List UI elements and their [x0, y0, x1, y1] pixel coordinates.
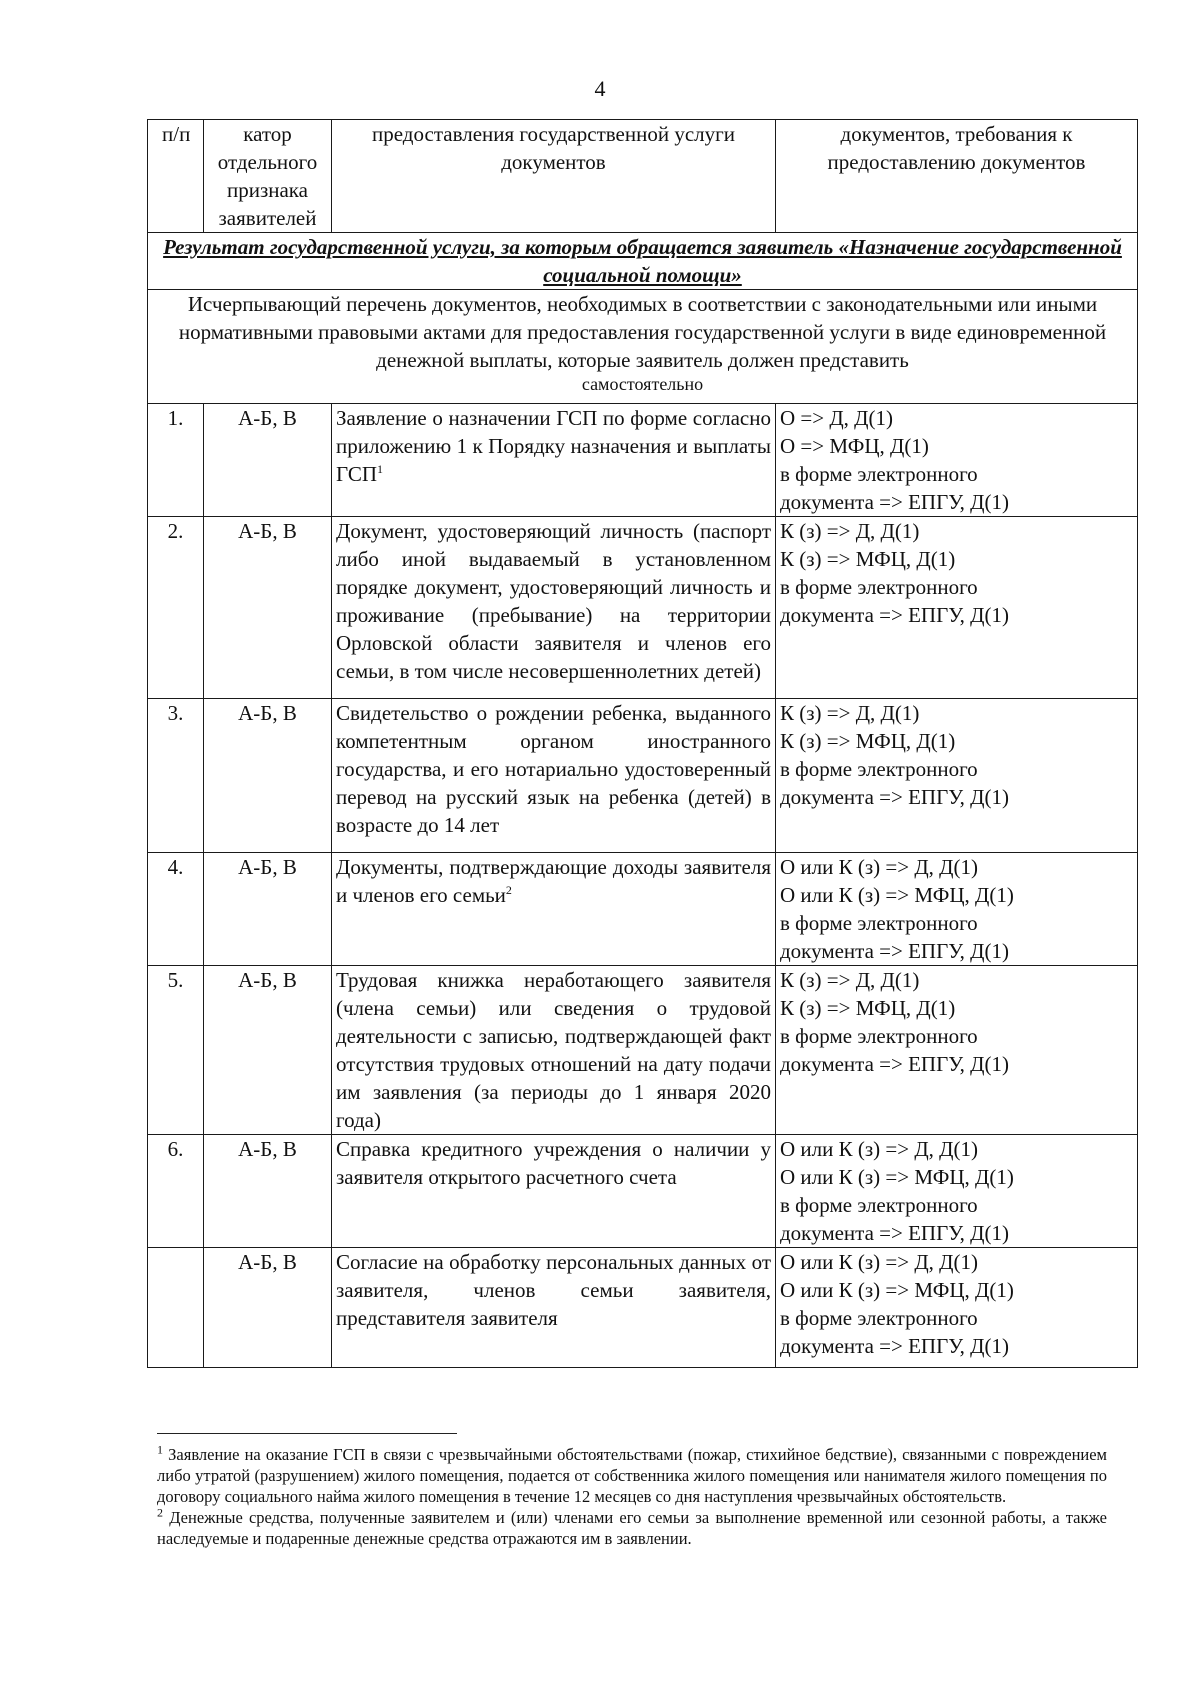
subsection-tail: самостоятельно [581, 374, 704, 394]
submission-line: документа => ЕПГУ, Д(1) [780, 939, 1009, 963]
row-document-text: Трудовая книжка неработающего заявителя (члена семьи) или сведения о трудовой деятельности с записью, подтверждающей факт отсутствия трудовых отношений на дату подачи им заявления (за периоды до 1 января 2020 года) [336, 968, 771, 1132]
table-row [148, 853, 1138, 966]
table-row [148, 404, 1138, 517]
subsection-text: Исчерпывающий перечень документов, необходимых в соответствии с законодательными или иными нормативными правовыми актами для предоставления государственной услуги в виде единовременной денежной выплаты, которые заявитель должен представить самостоятельно [148, 290, 1138, 404]
table-row [148, 1248, 1138, 1368]
submission-line: в форме электронного [780, 1193, 978, 1217]
row-applicant-category: А-Б, В [204, 699, 332, 853]
header-documents: предоставления государственной услуги документов [332, 120, 776, 233]
submission-line: в форме электронного [780, 757, 978, 781]
row-number: 2. [148, 517, 204, 699]
row-document [332, 1135, 776, 1248]
submission-line: документа => ЕПГУ, Д(1) [780, 1221, 1009, 1245]
table-row [148, 699, 1138, 853]
page-number: 4 [594, 76, 606, 101]
row-applicant-category: А-Б, В [204, 853, 332, 966]
submission-line: К (з) => Д, Д(1) [780, 701, 920, 725]
row-document [332, 404, 776, 517]
submission-line: К (з) => Д, Д(1) [780, 519, 920, 543]
row-submission-method [776, 966, 1138, 1135]
submission-line: в форме электронного [780, 462, 978, 486]
row-document-text: Заявление о назначении ГСП по форме согласно приложению 1 к Порядку назначения и выплаты ГСП [336, 406, 771, 486]
documents-table [147, 119, 1138, 1368]
row-document [332, 1248, 776, 1368]
footnotes [157, 1433, 1107, 1549]
submission-line: О => Д, Д(1) [780, 406, 893, 430]
table-header-row [148, 120, 1138, 233]
footnote-1: $^1$ Заявление на оказание ГСП в связи с чрезвычайными обстоятельствами (пожар, стихийное бедствие), связанными с повреждением либо утратой (разрушением) жилого помещения, подается от собственника жилого помещения или нанимателя жилого помещения по договору социального найма жилого помещения в течение 12 месяцев со дня наступления чрезвычайных обстоятельств. [157, 1442, 1108, 1506]
row-document-text: Справка кредитного учреждения о наличии у заявителя открытого расчетного счета [336, 1137, 771, 1189]
submission-line: документа => ЕПГУ, Д(1) [780, 603, 1009, 627]
row-submission-method [776, 404, 1138, 517]
submission-line: документа => ЕПГУ, Д(1) [780, 785, 1009, 809]
row-submission-method [776, 517, 1138, 699]
footnote-2: $^2$ Денежные средства, полученные заявителем и (или) членами его семьи за выполнение временной или сезонной работы, а также наследуемые и подаренные денежные средства отражаются им в заявлении. [157, 1505, 1107, 1548]
table-row [148, 517, 1138, 699]
row-document [332, 517, 776, 699]
submission-line: О или К (з) => Д, Д(1) [780, 1250, 978, 1274]
row-number: 5. [148, 966, 204, 1135]
row-submission-method [776, 1135, 1138, 1248]
table-row [148, 1135, 1138, 1248]
header-number: п/п [148, 120, 204, 233]
row-document-text: Документ, удостоверяющий личность (паспорт либо иной выдаваемый в установленном порядке документ, удостоверяющий личность и проживание (пребывание) на территории Орловской области заявителя и членов его семьи, в том числе несовершеннолетних детей) [336, 519, 771, 683]
subsection-row [148, 290, 1138, 404]
header-applicant-category: катор отдельного признака заявителей [204, 120, 332, 233]
submission-line: О или К (з) => МФЦ, Д(1) [780, 1278, 1014, 1302]
footnote-reference: 2 [505, 883, 512, 897]
row-number [148, 1248, 204, 1368]
row-submission-method [776, 699, 1138, 853]
row-document [332, 853, 776, 966]
submission-line: документа => ЕПГУ, Д(1) [780, 490, 1009, 514]
submission-line: документа => ЕПГУ, Д(1) [780, 1052, 1009, 1076]
row-number: 4. [148, 853, 204, 966]
row-number: 6. [148, 1135, 204, 1248]
section-title: Результат государственной услуги, за которым обращается заявитель «Назначение государственной социальной помощи» [148, 233, 1138, 290]
row-number: 3. [148, 699, 204, 853]
submission-line: документа => ЕПГУ, Д(1) [780, 1334, 1009, 1358]
footnote-text: Заявление на оказание ГСП в связи с чрезвычайными обстоятельствами (пожар, стихийное бедствие), связанными с повреждением либо утратой (разрушением) жилого помещения, подается от собственника жилого помещения или нанимателя жилого помещения по договору социального найма жилого помещения в течение 12 месяцев со дня наступления чрезвычайных обстоятельств. [157, 1445, 1108, 1506]
submission-line: К (з) => Д, Д(1) [780, 968, 920, 992]
row-document [332, 966, 776, 1135]
footnote-divider [157, 1433, 457, 1434]
submission-line: в форме электронного [780, 575, 978, 599]
submission-line: К (з) => МФЦ, Д(1) [780, 729, 956, 753]
submission-line: К (з) => МФЦ, Д(1) [780, 547, 956, 571]
table-row [148, 966, 1138, 1135]
row-applicant-category: А-Б, В [204, 517, 332, 699]
footnote-reference: 1 [377, 462, 384, 476]
row-submission-method [776, 853, 1138, 966]
row-applicant-category: А-Б, В [204, 1248, 332, 1368]
row-applicant-category: А-Б, В [204, 966, 332, 1135]
row-applicant-category: А-Б, В [204, 1135, 332, 1248]
row-number: 1. [148, 404, 204, 517]
submission-line: в форме электронного [780, 1306, 978, 1330]
row-document-text: Свидетельство о рождении ребенка, выданного компетентным органом иностранного государства, и его нотариально удостоверенный перевод на русский язык на ребенка (детей) в возрасте до 14 лет [336, 701, 771, 837]
submission-line: О или К (з) => Д, Д(1) [780, 1137, 978, 1161]
submission-line: О => МФЦ, Д(1) [780, 434, 929, 458]
row-document [332, 699, 776, 853]
row-document-text: Документы, подтверждающие доходы заявителя и членов его семьи [336, 855, 771, 907]
submission-line: О или К (з) => МФЦ, Д(1) [780, 1165, 1014, 1189]
submission-line: в форме электронного [780, 911, 978, 935]
header-requirements: документов, требования к предоставлению документов [776, 120, 1138, 233]
section-title-row [148, 233, 1138, 290]
footnote-text: Денежные средства, полученные заявителем и (или) членами его семьи за выполнение временной или сезонной работы, а также наследуемые и подаренные денежные средства отражаются им в заявлении. [157, 1508, 1107, 1548]
submission-line: К (з) => МФЦ, Д(1) [780, 996, 956, 1020]
row-applicant-category: А-Б, В [204, 404, 332, 517]
submission-line: О или К (з) => МФЦ, Д(1) [780, 883, 1014, 907]
submission-line: О или К (з) => Д, Д(1) [780, 855, 978, 879]
row-submission-method [776, 1248, 1138, 1368]
row-document-text: Согласие на обработку персональных данных от заявителя, членов семьи заявителя, представителя заявителя [336, 1250, 771, 1330]
submission-line: в форме электронного [780, 1024, 978, 1048]
